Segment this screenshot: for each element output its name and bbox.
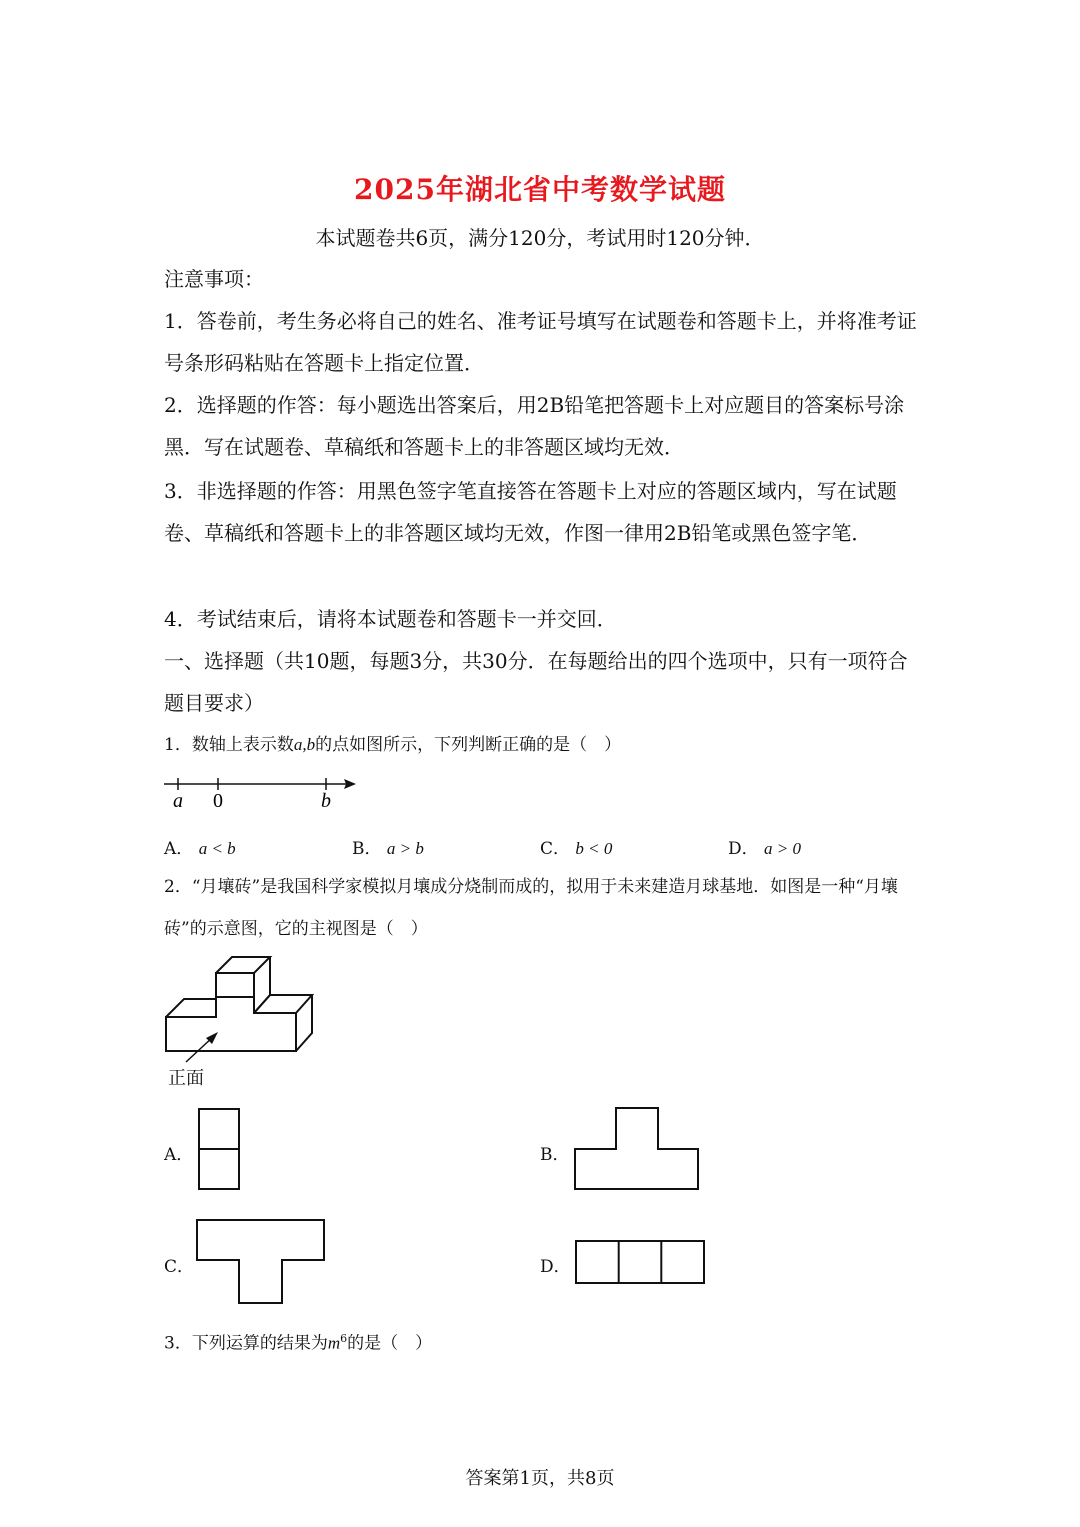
- q1-option-c-label: C．: [540, 839, 571, 859]
- q3-stem-suffix: 的是（ ）: [347, 1333, 433, 1354]
- q1-option-a-label: A．: [164, 839, 194, 859]
- q1-option-d-label: D．: [728, 839, 759, 859]
- note-item-4: 4．考试结束后，请将本试题卷和答题卡一并交回．: [164, 607, 617, 631]
- q2-option-a-label[interactable]: A．: [164, 1145, 194, 1165]
- q2-option-b-figure[interactable]: [574, 1107, 702, 1193]
- q2-option-c-figure[interactable]: [196, 1219, 328, 1307]
- q3-exponent: 6: [340, 1332, 348, 1345]
- q1-stem-variables: a,b: [293, 735, 316, 754]
- q3-stem-prefix: 3．下列运算的结果为: [164, 1333, 328, 1354]
- q1-option-a-expr: a < b: [198, 839, 236, 858]
- axis-label-a: a: [173, 790, 183, 812]
- q2-option-d-figure[interactable]: [575, 1240, 707, 1286]
- note-item-3: 3．非选择题的作答：用黑色签字笔直接答在答题卡上对应的答题区域内，写在试题卷、草稿纸和答题卡上的非答题区域均无效，作图一律用2B铅笔或黑色签字笔．: [164, 479, 897, 545]
- q1-option-b-expr: a > b: [386, 839, 424, 858]
- question-3-stem: [164, 1318, 432, 1365]
- q1-stem-prefix: 1．数轴上表示数: [164, 735, 294, 755]
- q3-variable: m: [327, 1333, 341, 1353]
- page-footer: 答案第1页，共8页: [465, 1468, 615, 1489]
- q2-option-a-figure[interactable]: [198, 1108, 242, 1192]
- q2-option-b-label[interactable]: B．: [540, 1145, 570, 1165]
- notes-heading: 注意事项：: [164, 267, 264, 291]
- q1-option-d[interactable]: [728, 834, 801, 859]
- number-line-figure: [160, 770, 370, 815]
- question-1-stem: [164, 724, 621, 766]
- axis-label-b: b: [321, 790, 331, 812]
- note-item-1: 1．答卷前，考生务必将自己的姓名、准考证号填写在试题卷和答题卡上，并将准考证号条形码粘贴在答题卡上指定位置．: [164, 309, 917, 375]
- section-1-heading: 一、选择题（共10题，每题3分，共30分．在每题给出的四个选项中，只有一项符合题目要求）: [164, 649, 908, 715]
- exam-info: 本试题卷共6页，满分120分，考试用时120分钟．: [315, 226, 765, 250]
- q2-option-c-label[interactable]: C．: [164, 1257, 195, 1277]
- q2-option-d-label[interactable]: D．: [540, 1257, 571, 1277]
- front-label: 正面: [168, 1068, 204, 1089]
- axis-label-zero: 0: [213, 790, 223, 812]
- note-item-2: 2．选择题的作答：每小题选出答案后，用2B铅笔把答题卡上对应题目的答案标号涂黑．写在试题卷、草稿纸和答题卡上的非答题区域均无效．: [164, 393, 905, 459]
- q1-option-d-expr: a > 0: [764, 839, 802, 858]
- q1-option-c[interactable]: [540, 834, 612, 859]
- q1-option-a[interactable]: [164, 834, 236, 859]
- q1-option-b-label: B．: [352, 839, 382, 859]
- page-title: 2025年湖北省中考数学试题: [354, 173, 726, 206]
- q1-option-b[interactable]: [352, 834, 424, 859]
- q1-option-c-expr: b < 0: [575, 839, 613, 858]
- q1-stem-suffix: 的点如图所示，下列判断正确的是（ ）: [315, 735, 622, 755]
- question-2-stem: 2．“月壤砖”是我国科学家模拟月壤成分烧制而成的，拟用于未来建造月球基地．如图是一种“月壤砖”的示意图，它的主视图是（ ）: [164, 877, 898, 939]
